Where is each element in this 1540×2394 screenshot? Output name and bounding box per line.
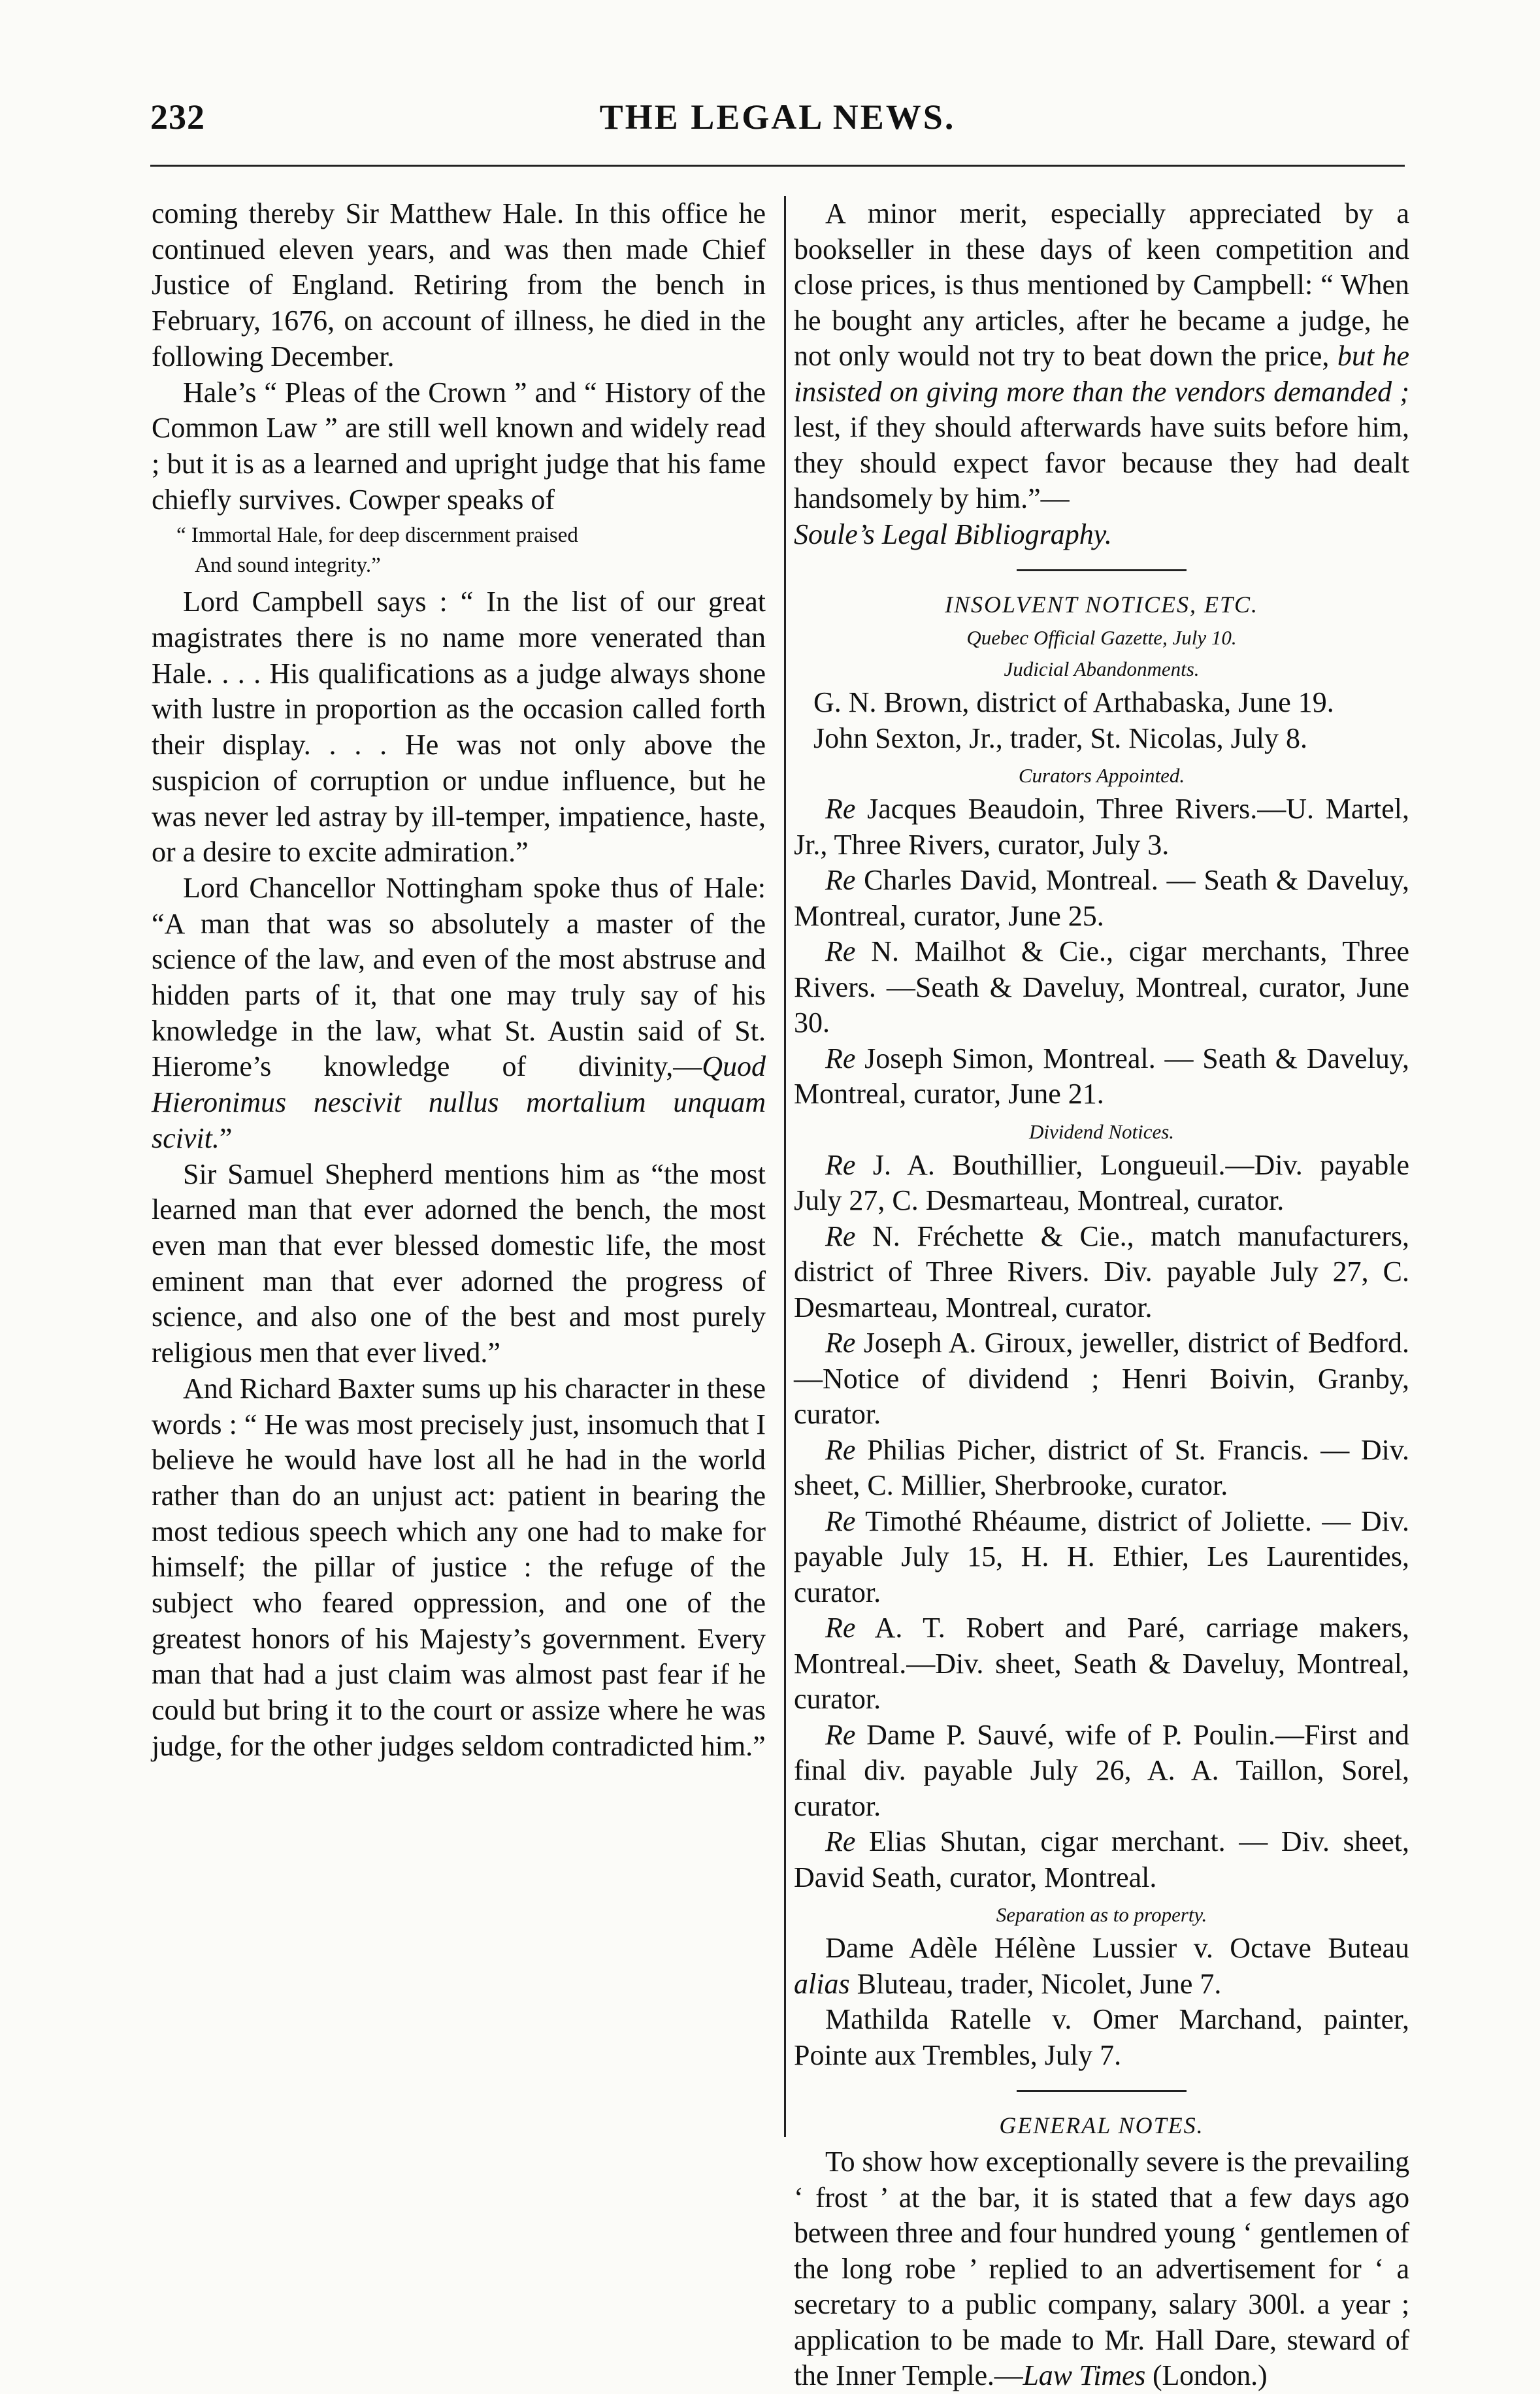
insolvent-notices-title: INSOLVENT NOTICES, ETC. (944, 591, 1259, 618)
notice-text: Joseph Simon, Montreal. — Seath & Daveluy, Montreal, curator, June 21. (794, 1042, 1409, 1110)
re-label: Re (825, 935, 856, 967)
page-number: 232 (150, 97, 205, 137)
notice-item (794, 1433, 1409, 1504)
curators-appointed-title: Curators Appointed. (1018, 764, 1185, 787)
notice-item (794, 791, 1409, 863)
notice-text: Dame P. Sauvé, wife of P. Poulin.—First and final div. payable July 26, A. A. Taillon, Sorel, curator. (794, 1718, 1409, 1822)
notice-item: John Sexton, Jr., trader, St. Nicolas, July 8. (813, 722, 1307, 754)
latin-quote: Quod Hieronimus nescivit nullus mortalium unquam scivit. (152, 1050, 766, 1154)
paragraph: Sir Samuel Shepherd mentions him as “the most learned man that ever adorned the bench, the most even man that ever blessed domestic life, the most eminent man that ever adorned the progress of science, and also one of the best and most purely religious men that ever lived.” (152, 1157, 766, 1369)
paragraph (794, 196, 1409, 517)
notice-item (794, 1041, 1409, 1112)
re-label: Re (825, 1433, 856, 1466)
general-note (794, 2144, 1409, 2394)
re-label: Re (825, 1612, 856, 1644)
notice-item (794, 1718, 1409, 1825)
re-label: Re (825, 1825, 856, 1857)
re-label: Re (825, 1148, 856, 1181)
notice-item (794, 863, 1409, 934)
notice-text: N. Fréchette & Cie., match manufacturers, district of Three Rivers. Div. payable July 27, C. Desmarteau, Montreal, curator. (794, 1220, 1409, 1323)
section-rule (1017, 2090, 1187, 2092)
paragraph: Lord Campbell says : “ In the list of our great magistrates there is no name more venerated than Hale. . . . His qualifications as a judge always shone with lustre in proportion as the occasion called forth their display. . . . He was not only above the suspicion of corruption or undue influence, but he was never led astray by ill-temper, impatience, haste, or a desire to excite admiration.” (152, 586, 766, 869)
re-label: Re (825, 1505, 856, 1537)
note-source: Law Times (1023, 2359, 1146, 2391)
attribution (794, 517, 1409, 553)
alias-word: alias (794, 1967, 850, 2000)
paragraph (152, 871, 766, 1157)
notice-text: N. Mailhot & Cie., cigar merchants, Three Rivers. —Seath & Daveluy, Montreal, curator, June 30. (794, 935, 1409, 1039)
notice-item: Mathilda Ratelle v. Omer Marchand, painter, Pointe aux Trembles, July 7. (794, 2003, 1409, 2071)
notice-item (794, 1325, 1409, 1433)
gazette-line: Quebec Official Gazette, July 10. (966, 626, 1237, 649)
notice-text: Elias Shutan, cigar merchant. — Div. sheet, David Seath, curator, Montreal. (794, 1825, 1409, 1893)
attribution-source: Soule’s Legal Bibliography. (794, 518, 1112, 550)
dividend-notices-title: Dividend Notices. (1028, 1120, 1175, 1143)
separation-title: Separation as to property. (996, 1903, 1207, 1926)
running-title: THE LEGAL NEWS. (599, 97, 956, 137)
paragraph-text: A minor merit, especially appreciated by a bookseller in these days of keen competition and close prices, is thus mentioned by Campbell: “ When he bought any articles, after he became a judge, he not only would not try to beat down the price, (794, 197, 1409, 372)
notice-text: A. T. Robert and Paré, carriage makers, Montreal.—Div. sheet, Seath & Daveluy, Montreal, curator. (794, 1612, 1409, 1715)
notice-text: Jacques Beaudoin, Three Rivers.—U. Martel, Jr., Three Rivers, curator, July 3. (794, 793, 1409, 861)
notice-item (794, 1824, 1409, 1895)
notice-item: G. N. Brown, district of Arthabaska, June 19. (813, 686, 1334, 718)
re-label: Re (825, 1220, 856, 1252)
notice-text: Timothé Rhéaume, district of Joliette. — Div. payable July 15, H. H. Ethier, Les Laurentides, curator. (794, 1505, 1409, 1608)
right-column (794, 196, 1409, 2394)
notice-text: Philias Picher, district of St. Francis. — Div. sheet, C. Millier, Sherbrooke, curator. (794, 1433, 1409, 1501)
notice-item (794, 1148, 1409, 1219)
left-column (152, 196, 766, 1765)
general-notes-title: GENERAL NOTES. (999, 2112, 1204, 2138)
paragraph-text: lest, if they should afterwards have suits before him, they should expect favor because they had dealt handsomely by him.”— (794, 411, 1409, 514)
re-label: Re (825, 1718, 856, 1751)
re-label: Re (825, 864, 856, 896)
notice-text: Bluteau, trader, Nicolet, June 7. (849, 1967, 1222, 2000)
re-label: Re (825, 1042, 856, 1074)
column-divider (784, 196, 786, 2137)
closing-quote: ” (219, 1122, 233, 1154)
re-label: Re (825, 793, 856, 825)
notice-text: Dame Adèle Hélène Lussier v. Octave Buteau (825, 1932, 1409, 1964)
paragraph: And Richard Baxter sums up his character in these words : “ He was most precisely just, insomuch that I believe he would have lost all he had in the world rather than do an unjust act: patient in bearing the most tedious speech which any one had to make for himself; the pillar of justice : the refuge of the subject who feared oppression, and one of the greatest honors of his Majesty’s government. Every man that had a just claim was almost past fear if he could but bring it to the court or assize where he was judge, for the other judges seldom contradicted him.” (152, 1372, 766, 1762)
judicial-abandonments-title: Judicial Abandonments. (1004, 657, 1200, 680)
notice-text: J. A. Bouthillier, Longueuil.—Div. payable July 27, C. Desmarteau, Montreal, curator. (794, 1148, 1409, 1216)
notice-item (794, 1219, 1409, 1326)
notice-item (794, 1504, 1409, 1611)
note-text: To show how exceptionally severe is the prevailing ‘ frost ’ at the bar, it is stated that a few days ago between three and four hundred young ‘ gentlemen of the long robe ’ replied to an advertisement for ‘ a secretary to a public company, salary 300l. a year ; application to be made to Mr. Hall Dare, steward of the Inner Temple.— (794, 2146, 1409, 2391)
re-label: Re (825, 1327, 856, 1359)
header-rule (150, 165, 1405, 167)
section-rule (1017, 569, 1187, 571)
quote-line: And sound integrity.” (195, 554, 381, 578)
notice-text: Joseph A. Giroux, jeweller, district of Bedford. —Notice of dividend ; Henri Boivin, Granby, curator. (794, 1327, 1409, 1430)
notice-item (794, 934, 1409, 1041)
quote-line: “ Immortal Hale, for deep discernment praised (176, 524, 578, 548)
page-header (150, 91, 1405, 144)
notice-item (794, 1931, 1409, 2002)
cowper-quote (176, 520, 766, 580)
notice-text: Charles David, Montreal. — Seath & Daveluy, Montreal, curator, June 25. (794, 864, 1409, 932)
paragraph: Hale’s “ Pleas of the Crown ” and “ History of the Common Law ” are still well known and widely read ; but it is as a learned and upright judge that his fame chiefly survives. Cowper speaks of (152, 376, 766, 516)
paragraph-text: Lord Chancellor Nottingham spoke thus of Hale: “A man that was so absolutely a master of the science of the law, and even of the most abstruse and hidden parts of it, that one may truly say of his knowledge in the law, what St. Austin said of St. Hierome’s knowledge of divinity,— (152, 871, 766, 1083)
note-text: (London.) (1145, 2359, 1268, 2391)
italic-phrase: but he insisted on giving more than the vendors demanded ; (794, 340, 1409, 408)
paragraph: coming thereby Sir Matthew Hale. In this office he continued eleven years, and was then made Chief Justice of England. Retiring from the bench in February, 1676, on account of illness, he died in the following December. (152, 197, 766, 373)
notice-item (794, 1610, 1409, 1718)
